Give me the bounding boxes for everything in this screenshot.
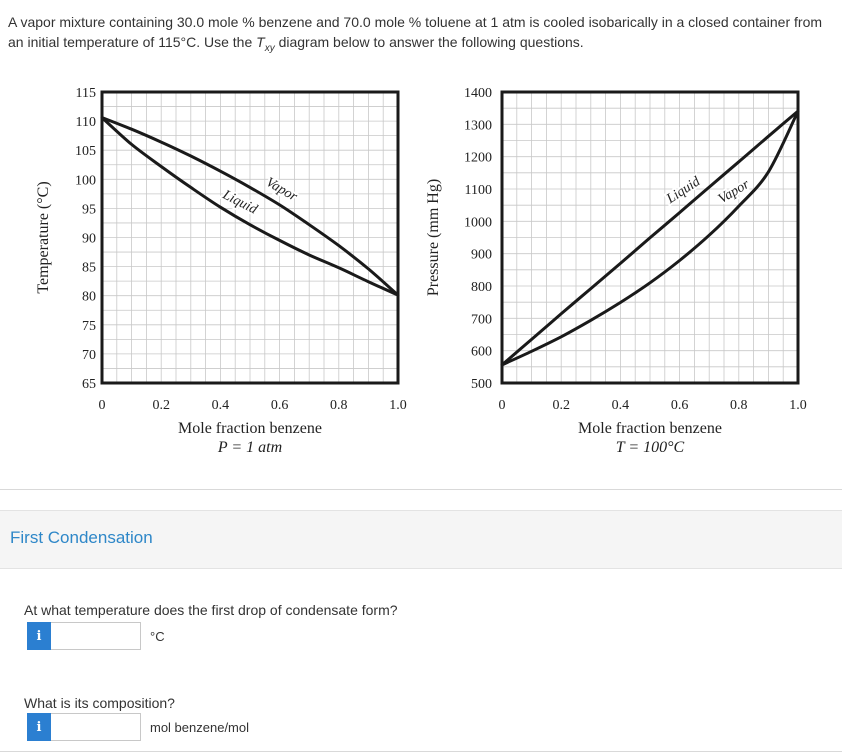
series-label-liquid: Liquid (220, 187, 260, 218)
temperature-answer-input[interactable] (51, 622, 141, 650)
series-label-liquid: Liquid (664, 174, 704, 207)
info-icon[interactable]: i (27, 713, 51, 741)
y-tick-label: 600 (471, 344, 492, 360)
section-title: First Condensation (10, 528, 153, 547)
x-tick-label: 0 (98, 398, 106, 413)
pxy-chart (425, 86, 807, 456)
y-axis-label: Temperature (°C) (35, 181, 52, 294)
y-tick-label: 1100 (464, 183, 492, 198)
y-tick-label: 90 (82, 231, 96, 247)
problem-statement (8, 12, 834, 59)
y-tick-label: 1300 (464, 118, 492, 134)
y-axis-label: Pressure (mm Hg) (425, 178, 442, 297)
y-tick-label: 80 (82, 289, 96, 305)
x-tick-label: 1.0 (789, 398, 807, 413)
y-tick-label: 75 (82, 318, 96, 334)
x-tick-label: 0.8 (730, 398, 748, 413)
problem-text-after: diagram below to answer the following questions. (274, 34, 584, 50)
x-tick-label: 0.2 (152, 398, 170, 413)
x-tick-label: 0.6 (270, 398, 289, 413)
y-tick-label: 85 (82, 260, 96, 276)
chart-caption: P = 1 atm (217, 439, 283, 456)
y-tick-label: 105 (75, 144, 96, 160)
divider (0, 489, 842, 490)
x-tick-label: 0.4 (211, 398, 230, 413)
y-tick-label: 1200 (464, 150, 492, 166)
answer-row-2 (27, 713, 249, 741)
y-tick-label: 1000 (464, 215, 492, 231)
x-axis-label: Mole fraction benzene (578, 420, 722, 437)
y-tick-label: 500 (471, 377, 492, 392)
series-label-vapor: Vapor (263, 175, 300, 205)
y-tick-label: 1400 (464, 86, 492, 101)
chart-caption: T = 100°C (615, 439, 685, 456)
divider (0, 751, 842, 752)
question-2-text: What is its composition? (24, 695, 175, 711)
x-axis-label: Mole fraction benzene (178, 420, 322, 437)
series-label-vapor: Vapor (715, 177, 753, 208)
txy-subscript: xy (264, 42, 275, 54)
txy-symbol: T (256, 34, 265, 50)
temperature-unit: °C (150, 628, 165, 644)
x-tick-label: 0.8 (330, 398, 348, 413)
txy-pxy-diagram (0, 80, 842, 470)
y-tick-label: 800 (471, 280, 492, 295)
x-tick-label: 0 (498, 398, 506, 413)
info-icon[interactable]: i (27, 622, 51, 650)
composition-answer-input[interactable] (51, 713, 141, 741)
answer-row-1 (27, 622, 165, 650)
y-tick-label: 700 (471, 312, 492, 328)
section-header (0, 510, 842, 569)
composition-unit: mol benzene/mol (150, 719, 249, 735)
y-tick-label: 100 (75, 173, 96, 189)
x-tick-label: 0.2 (552, 398, 570, 413)
y-tick-label: 70 (82, 347, 96, 363)
y-tick-label: 900 (471, 247, 492, 263)
x-tick-label: 0.6 (670, 398, 689, 413)
question-1-text: At what temperature does the first drop of condensate form? (24, 602, 398, 618)
x-tick-label: 0.4 (611, 398, 630, 413)
y-tick-label: 95 (82, 202, 96, 218)
y-tick-label: 115 (75, 86, 96, 101)
txy-chart (35, 86, 407, 456)
problem-text-before: A vapor mixture containing 30.0 mole % benzene and 70.0 mole % toluene at 1 atm is cooled isobarically in a closed container from an initial temperature of 115°C. Use the (8, 14, 823, 50)
x-tick-label: 1.0 (389, 398, 407, 413)
y-tick-label: 65 (82, 377, 96, 392)
y-tick-label: 110 (75, 115, 96, 131)
